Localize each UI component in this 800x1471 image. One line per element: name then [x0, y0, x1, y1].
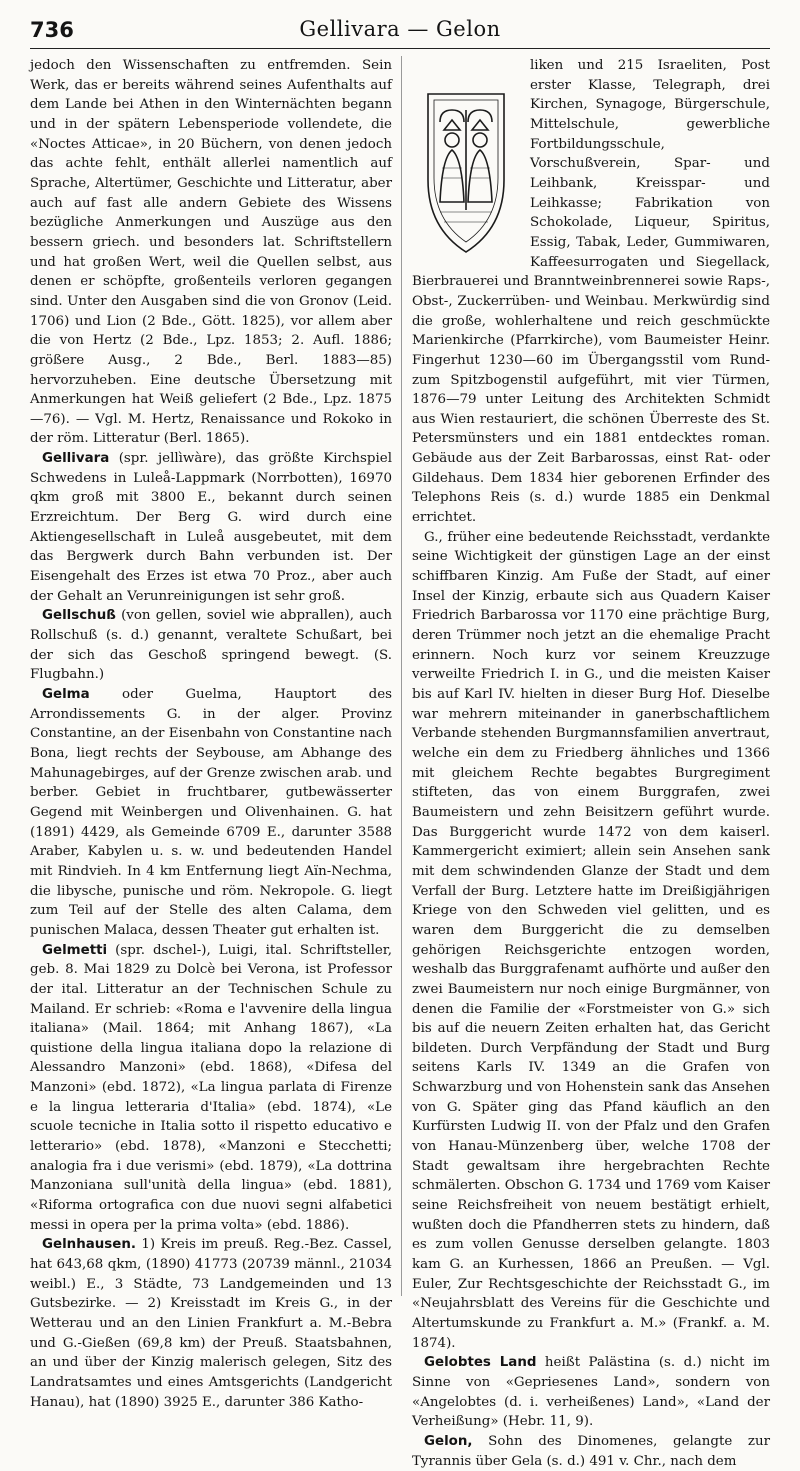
running-header: [30, 14, 770, 49]
entry-gellivara: [30, 449, 392, 606]
history-paragraph: G., früher eine bedeutende Reichsstadt, verdankte seine Wichtigkeit der günstigen Lage an der einst schiffbaren Kinzig. Am Fuße der Stadt, auf einer Insel der Kinzig, erbaute sich aus Quadern Kaiser Friedrich Barbarossa vor 1170 eine prächtige Burg, deren Trümmer noch jetzt an die ehemalige Pracht erinnern. Noch kurz vor seinem Kreuzzuge verweilte Friedrich I. in G., und die meisten Kaiser bis auf Karl IV. hielten in dieser Burg Hof. Dieselbe war mehrern miteinander in ganerbschaftlichem Verbande stehenden Burgmannsfamilien anvertraut, welche ein dem zu Friedberg ähnliches und 1366 mit gleichem Rechte begabtes Burgregiment stifteten, das von einem Burggrafen, zwei Baumeistern und zehn Beisitzern geführt wurde. Das Burggericht wurde 1472 von dem kaiserl. Kammergericht eximiert; allein sein Ansehen sank mit dem schwindenden Glanze der Stadt und dem Verfall der Burg. Letztere hatte im Dreißigjährigen Kriege von den Schweden viel gelitten, und es waren dem Burggericht die zu demselben gehörigen Reichsgerichte entzogen worden, weshalb das Burggrafenamt aufhörte und außer den zwei Baumeistern nur noch einige Burgmänner, von denen die Familie der «Forstmeister von G.» sich bis auf die neuern Zeiten erhalten hat, das Gericht bildeten. Durch Verpfändung der Stadt und Burg seitens Karls IV. 1349 an die Grafen von Schwarzburg und von Hohenstein sank das Ansehen von G. Später ging das Pfand käuflich an den Kurfürsten Ludwig II. von der Pfalz und den Grafen von Hanau-Münzenberg über, welche 1708 der Stadt gewaltsam ihre hergebrachten Rechte schmälerten. Obschon G. 1734 und 1769 vom Kaiser seine Reichsfreiheit von neuem bestätigt erhielt, wußten doch die Pfandherren stets zu hindern, daß es zum vollen Genusse derselben gelangte. 1803 kam G. an Kurhessen, 1866 an Preußen. — Vgl. Euler, Zur Rechtsgeschichte der Reichsstadt G., im «Neujahrsblatt des Vereins für die Geschichte und Altertumskunde zu Frankfurt a. M.» (Frankf. a. M. 1874).: [412, 529, 770, 1351]
coat-of-arms-figure: [412, 60, 520, 266]
continued-paragraph: jedoch den Wissenschaften zu entfremden. Sein Werk, das er bereits während seines Aufenthalts auf dem Lande bei Athen in den Winternächten begann und in der spätern Lebensperiode vollendete, die «Noctes Atticae», in 20 Büchern, von denen jedoch das achte fehlt, enthält allerlei namentlich auf Sprache, Altertümer, Geschichte und Litteratur, aber auch auf fast alle andern Gebiete des Wissens bezügliche Anmerkungen und Auszüge aus den bessern griech. und besonders lat. Schriftstellern und hat großen Wert, weil die Quellen selbst, aus denen er schöpfte, großenteils verloren gegangen sind. Unter den Ausgaben sind die von Gronov (Leid. 1706) und Lion (2 Bde., Gött. 1825), vor allem aber die von Hertz (2 Bde., Lpz. 1853; 2. Aufl. 1886; größere Ausg., 2 Bde., Berl. 1883—85) hervorzuheben. Eine deutsche Übersetzung mit Anmerkungen hat Weiß geliefert (2 Bde., Lpz. 1875—76). — Vgl. M. Hertz, Renaissance und Rokoko in der röm. Litteratur (Berl. 1865).: [30, 58, 392, 447]
column-divider: [401, 56, 402, 1296]
entry-text: heißt Palästina (s. d.) nicht im Sinne von «Gepriesenes Land», sondern von «Angelobtes (d. i. verheißenes) Land», «Land der Verheißung» (Hebr. 11, 9).: [412, 1355, 771, 1430]
entry-text: Sohn des Dinomenes, gelangte zur Tyrannis über Gela (s. d.) 491 v. Chr., nach dem: [412, 1433, 770, 1469]
entry-gelmetti: [30, 941, 392, 1236]
entry-text: oder Guelma, Hauptort des Arrondissements G. in der alger. Provinz Constantine, an der Eisenbahn von Constantine nach Bona, liegt rechts der Seybouse, am Abhange des Mahunagebirges, auf der Grenze zwischen arab. und berber. Gebiet in fruchtbarer, gutbewässerter Gegend mit Weinbergen und Olivenhainen. G. hat (1891) 4429, als Gemeinde 6709 E., darunter 3588 Araber, Kabylen u. s. w. und bedeutenden Handel mit Rindvieh. In 4 km Entfernung liegt Aïn-Nechma, die libysche, punische und röm. Nekropole. G. liegt zum Teil auf der Stelle des alten Calama, dem punischen Malaca, dessen Theater gut erhalten ist.: [30, 687, 392, 938]
entry-text: (spr. jellìwàre), das größte Kirchspiel Schwedens in Luleå-Lappmark (Norrbotten), 16970 qkm groß mit 3800 E., bekannt durch seinen Erzreichtum. Der Berg G. wird durch eine Aktiengesellschaft in Luleå ausgebeutet, mit dem das Bergwerk durch Bahn verbunden ist. Der Eisengehalt des Erzes ist etwa 70 Proz., aber auch der Gehalt an Verunreinigungen ist sehr groß.: [30, 451, 392, 604]
entry-lemma: Gelon,: [424, 1433, 473, 1449]
running-title: Gellivara — Gelon: [299, 17, 501, 41]
entry-lemma: Gellivara: [42, 451, 110, 467]
entry-lemma: Gelobtes Land: [424, 1355, 537, 1371]
left-column: [30, 56, 392, 1410]
page-number: 736: [30, 18, 74, 42]
entry-lemma: Gelnhausen.: [42, 1237, 136, 1253]
entry-gelnhausen: [30, 1235, 392, 1412]
entry-text: (von gellen, soviel wie abprallen), auch Rollschuß (s. d.) genannt, veraltete Schußart, bei der sich das Geschoß springend bewegt. (S. Flugbahn.): [30, 608, 392, 683]
entry-lemma: Gelmetti: [42, 942, 108, 958]
entry-text: (spr. dschel-), Luigi, ital. Schriftsteller, geb. 8. Mai 1829 zu Dolcè bei Verona, ist Professor der ital. Litteratur an der Technischen Schule zu Mailand. Er schrieb: «Roma e l'avvenire della lingua italiana» (Mail. 1864; mit Anhang 1867), «La quistione della lingua italiana dopo la relazione di Alessandro Manzoni» (ebd. 1868), «Difesa del Manzoni» (ebd. 1872), «La lingua parlata di Firenze e la lingua letteraria d'Italia» (ebd. 1874), «Le scuole tecniche in Italia sotto il rispetto educativo e letterario» (ebd. 1878), «Manzoni e Stecchetti; analogia fra i due verismi» (ebd. 1879), «La dottrina Manzoniana sull'unità della lingua» (ebd. 1881), «Riforma ortografica con due nuovi segni alfabetici messi in opera per la prima volta» (ebd. 1886).: [30, 942, 392, 1233]
entry-gelon: [412, 1432, 770, 1471]
right-column: [412, 56, 771, 1469]
entry-lemma: Gelma: [42, 687, 90, 702]
entry-gelma: [30, 685, 392, 941]
entry-gelobtes-land: [412, 1353, 770, 1432]
continued-paragraph: liken und 215 Israeliten, Post erster Klasse, Telegraph, drei Kirchen, Synagoge, Bürgerschule, Mittelschule, gewerbliche Fortbildungsschule, Vorschußverein, Spar- und Leihbank, Kreisspar- und Leihkasse; Fabrikation von Schokolade, Liqueur, Spiritus, Essig, Tabak, Leder, Gummiwaren, Kaffeesurrogaten und Siegellack, Bierbrauerei und Branntweinbrennerei sowie Raps-, Obst-, Zuckerrüben- und Weinbau. Merkwürdig sind die große, wohlerhaltene und reich geschmückte Marienkirche (Pfarrkirche), vom Baumeister Heinr. Fingerhut 1230—60 im Übergangsstil vom Rund- zum Spitzbogenstil aufgeführt, mit vier Türmen, 1876—79 unter Leitung des Architekten Schmidt aus Wien restauriert, die schönen Überreste des St. Petersmünsters und ein 1881 entdecktes roman. Gebäude aus der Zeit Barbarossas, einst Rat- oder Gildehaus. Dem 1834 hier geborenen Erfinder des Telephons Reis (s. d.) wurde 1885 ein Denkmal errichtet.: [412, 58, 770, 526]
coat-of-arms-icon: [412, 60, 520, 266]
entry-text: 1) Kreis im preuß. Reg.-Bez. Cassel, hat 643,68 qkm, (1890) 41773 (20739 männl., 21034 weibl.) E., 3 Städte, 73 Landgemeinden und 13 Gutsbezirke. — 2) Kreisstadt im Kreis G., in der Wetterau und an den Linien Frankfurt a. M.-Bebra und G.-Gießen (69,8 km) der Preuß. Staatsbahnen, an und über der Kinzig malerisch gelegen, Sitz des Landratsamtes und eines Amtsgerichts (Landgericht Hanau), hat (1890) 3925 E., darunter 386 Katho-: [30, 1237, 392, 1410]
entry-lemma: Gellschuß: [42, 608, 116, 624]
entry-gellschuss: [30, 606, 392, 685]
